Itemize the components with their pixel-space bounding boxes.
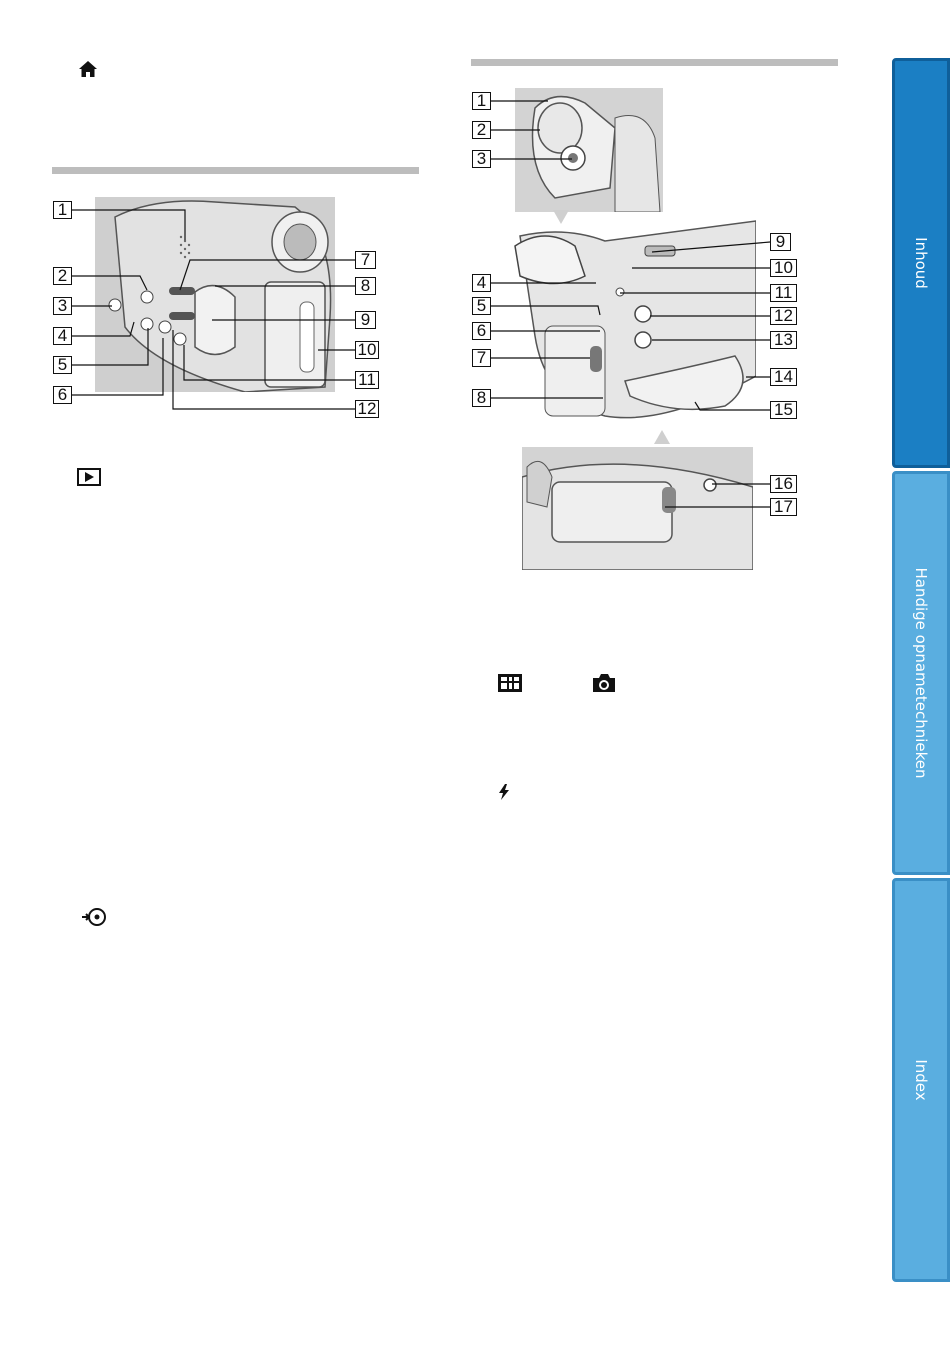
- callout-right-16: 16: [770, 475, 797, 493]
- play-icon: [77, 468, 101, 486]
- callout-left-7: 7: [355, 251, 376, 269]
- callout-right-13: 13: [770, 331, 797, 349]
- callout-left-12: 12: [355, 400, 379, 418]
- callout-right-8: 8: [472, 389, 491, 407]
- callout-left-10: 10: [355, 341, 379, 359]
- callout-left-3: 3: [53, 297, 72, 315]
- tab-inhoud-label: Inhoud: [912, 237, 930, 289]
- callout-right-15: 15: [770, 401, 797, 419]
- callout-left-5: 5: [53, 356, 72, 374]
- callout-right-9: 9: [770, 233, 791, 251]
- callout-right-10: 10: [770, 259, 797, 277]
- callout-right-3: 3: [472, 150, 491, 168]
- left-camcorder-photo: [95, 197, 335, 392]
- right-viewfinder-photo: [515, 88, 663, 212]
- callout-right-14: 14: [770, 368, 797, 386]
- callout-left-4: 4: [53, 327, 72, 345]
- right-bottom-photo: [522, 447, 753, 570]
- callout-left-11: 11: [355, 371, 379, 389]
- arrow-up-indicator: [553, 210, 569, 224]
- callout-right-2: 2: [472, 121, 491, 139]
- tab-index-label: Index: [912, 1059, 930, 1101]
- callout-left-8: 8: [355, 277, 376, 295]
- callout-right-5: 5: [472, 297, 491, 315]
- right-main-photo: [505, 216, 756, 439]
- flash-icon: [498, 783, 510, 801]
- callout-right-1: 1: [472, 92, 491, 110]
- callout-right-7: 7: [472, 349, 491, 367]
- tab-index[interactable]: [892, 878, 950, 1282]
- callout-right-11: 11: [770, 284, 797, 302]
- tab-handige-opnametechnieken-label: Handige opnametechnieken: [912, 567, 930, 779]
- callout-left-1: 1: [53, 201, 72, 219]
- right-section-rule: [471, 59, 838, 66]
- callout-right-12: 12: [770, 307, 797, 325]
- callout-left-6: 6: [53, 386, 72, 404]
- arrow-down-indicator: [654, 430, 670, 444]
- camera-icon: [591, 672, 617, 694]
- callout-left-2: 2: [53, 267, 72, 285]
- tab-handige-opnametechnieken[interactable]: [892, 471, 950, 875]
- callout-right-4: 4: [472, 274, 491, 292]
- callout-right-17: 17: [770, 498, 797, 516]
- left-section-rule: [52, 167, 419, 174]
- callout-right-6: 6: [472, 322, 491, 340]
- home-icon: [78, 60, 98, 78]
- movie-icon: [497, 673, 523, 693]
- callout-left-9: 9: [355, 311, 376, 329]
- disc-icon: [81, 907, 107, 927]
- tab-inhoud[interactable]: [892, 58, 950, 468]
